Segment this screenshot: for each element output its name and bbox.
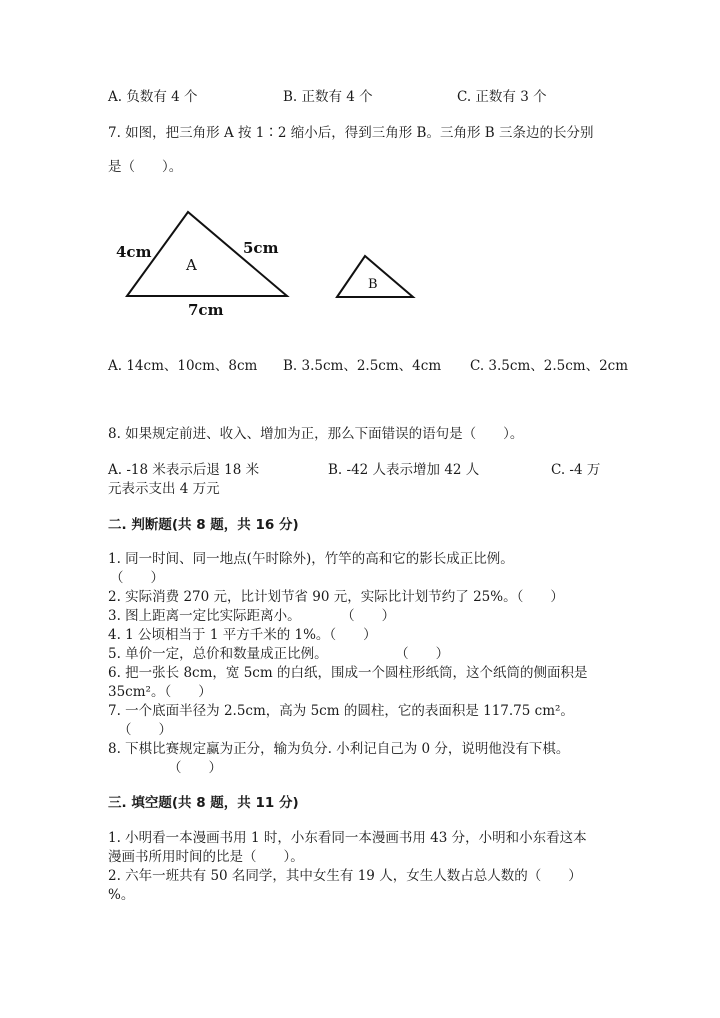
judge-item-7-blank: （ ） xyxy=(118,722,172,738)
q8-text: 8. 如果规定前进、收入、增加为正，那么下面错误的语句是（ ）。 xyxy=(108,426,524,442)
judge-item-1: 1. 同一时间、同一地点(午时除外)，竹竿的高和它的影长成正比例。 xyxy=(108,551,514,567)
triangle-b-label: B xyxy=(368,277,378,292)
judge-item-8: 8. 下棋比赛规定赢为正分，输为负分. 小利记自己为 0 分，说明他没有下棋。 xyxy=(108,741,570,757)
judge-item-5: 5. 单价一定，总价和数量成正比例。 （ ） xyxy=(108,646,450,662)
q6-option-c: C. 正数有 3 个 xyxy=(457,89,547,105)
q7-figure xyxy=(100,200,430,325)
q7-text-line1: 7. 如图，把三角形 A 按 1∶2 缩小后，得到三角形 B。三角形 B 三条边的长分别 xyxy=(108,125,594,141)
q8-option-c-cont: 元表示支出 4 万元 xyxy=(108,481,220,497)
judge-item-6-cont: 35cm²。（ ） xyxy=(108,684,212,700)
fill-item-2: 2. 六年一班共有 50 名同学，其中女生有 19 人，女生人数占总人数的（ ） xyxy=(108,868,582,884)
q8-option-b: B. -42 人表示增加 42 人 xyxy=(328,462,480,478)
section2-title: 二. 判断题(共 8 题，共 16 分) xyxy=(108,517,299,533)
triangle-a-side-left: 4cm xyxy=(116,243,152,261)
fill-item-1-cont: 漫画书所用时间的比是（ ）。 xyxy=(108,849,304,865)
triangle-a-side-bottom: 7cm xyxy=(188,301,224,319)
section3-title: 三. 填空题(共 8 题，共 11 分) xyxy=(108,795,299,811)
judge-item-6: 6. 把一张长 8cm，宽 5cm 的白纸，围成一个圆柱形纸筒，这个纸筒的侧面积是 xyxy=(108,665,588,681)
fill-item-2-cont: %。 xyxy=(108,887,135,903)
triangle-a-label: A xyxy=(186,256,197,274)
judge-item-1-blank: （ ） xyxy=(110,570,164,586)
q6-option-a: A. 负数有 4 个 xyxy=(108,89,198,105)
q8-option-c: C. -4 万 xyxy=(551,462,601,478)
q6-option-b: B. 正数有 4 个 xyxy=(283,89,373,105)
fill-item-1: 1. 小明看一本漫画书用 1 时，小东看同一本漫画书用 43 分，小明和小东看这本 xyxy=(108,830,587,846)
q8-option-a: A. -18 米表示后退 18 米 xyxy=(108,462,260,478)
q7-option-c: C. 3.5cm、2.5cm、2cm xyxy=(470,358,629,374)
q7-option-b: B. 3.5cm、2.5cm、4cm xyxy=(283,358,442,374)
judge-item-8-blank: （ ） xyxy=(168,760,222,776)
q7-text-line2: 是（ ）。 xyxy=(108,159,183,175)
judge-item-4: 4. 1 公顷相当于 1 平方千米的 1%。（ ） xyxy=(108,627,377,643)
q7-option-a: A. 14cm、10cm、8cm xyxy=(108,358,258,374)
judge-item-7: 7. 一个底面半径为 2.5cm，高为 5cm 的圆柱，它的表面积是 117.75 cm²。 xyxy=(108,703,574,719)
triangle-a-side-right: 5cm xyxy=(243,239,279,257)
judge-item-2: 2. 实际消费 270 元，比计划节省 90 元，实际比计划节约了 25%。（ ） xyxy=(108,589,564,605)
judge-item-3: 3. 图上距离一定比实际距离小。 （ ） xyxy=(108,608,396,624)
